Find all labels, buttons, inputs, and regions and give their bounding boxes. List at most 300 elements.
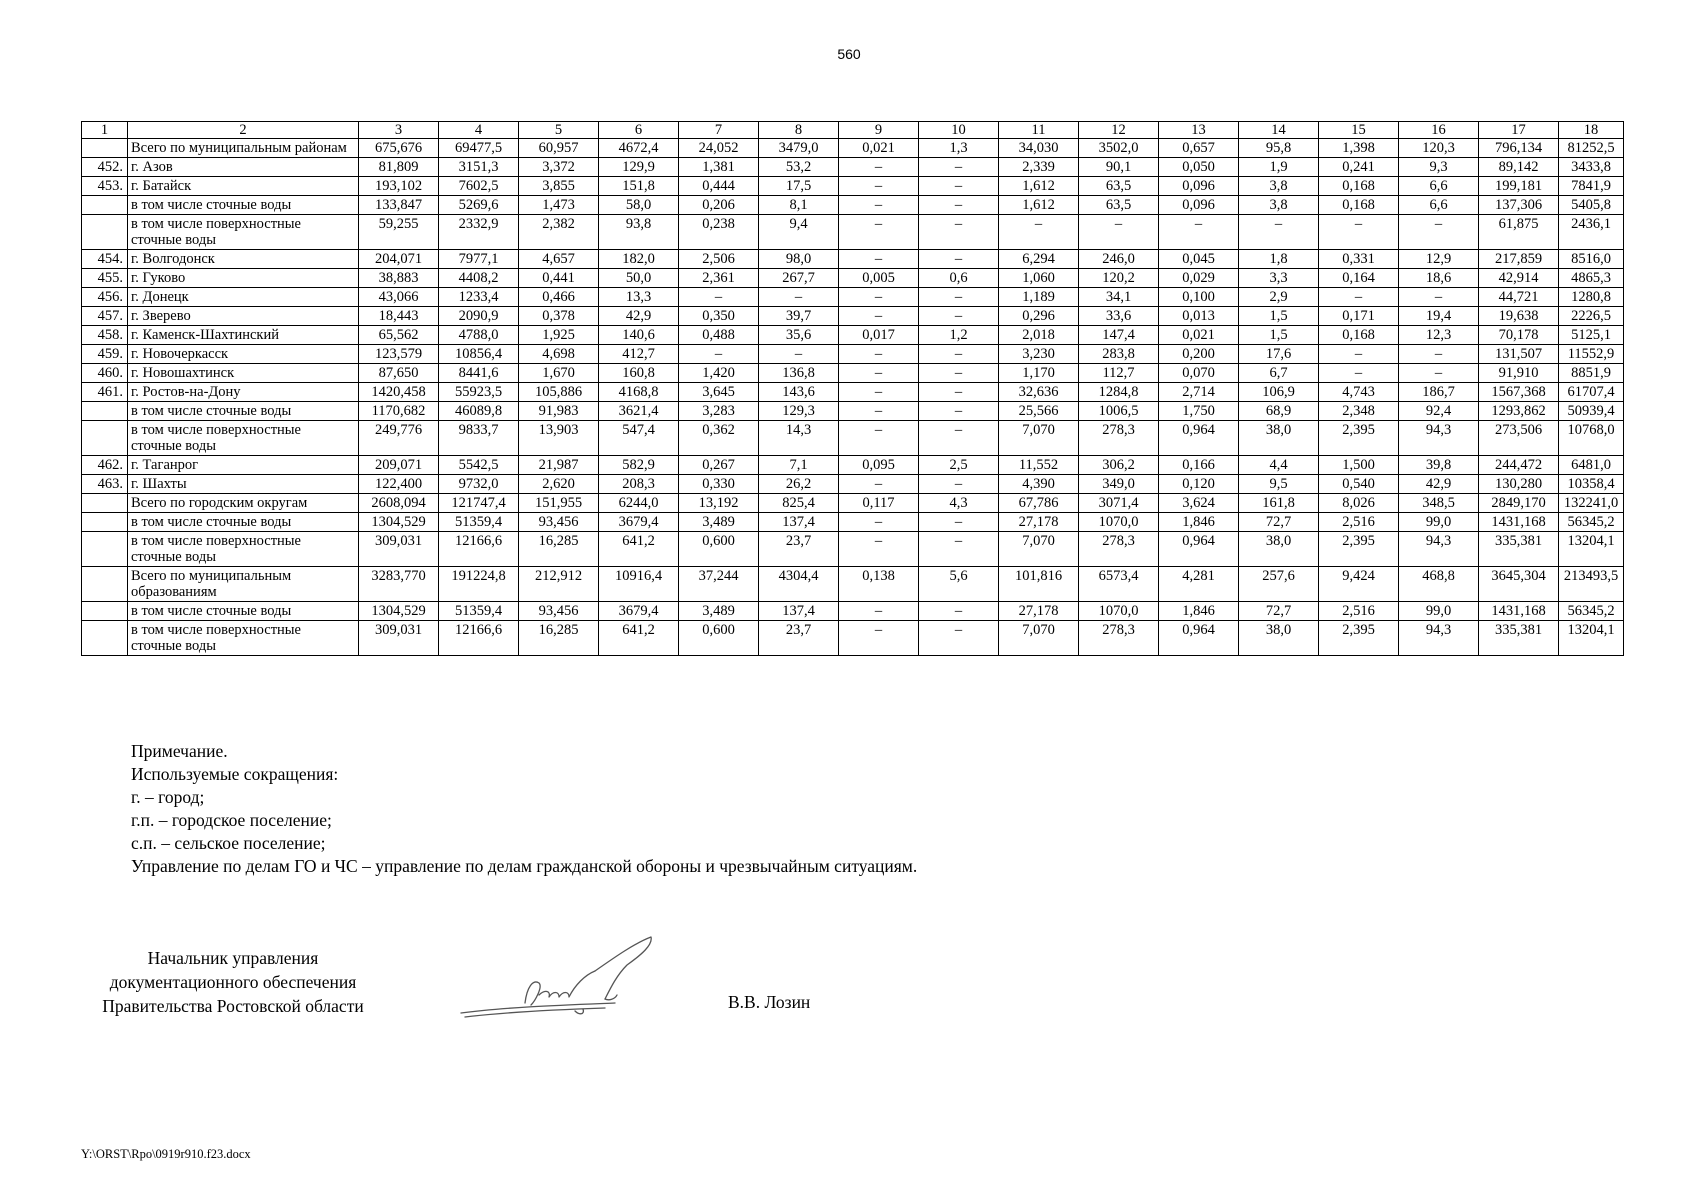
table-cell: 92,4 — [1399, 402, 1479, 421]
table-cell: 26,2 — [759, 475, 839, 494]
file-path: Y:\ORST\Rpo\0919r910.f23.docx — [81, 1147, 251, 1161]
table-cell: 0,005 — [839, 269, 919, 288]
signatory-name: В.В. Лозин — [728, 992, 811, 1012]
table-cell: 56345,2 — [1559, 513, 1624, 532]
note-line: Используемые сокращения: — [131, 764, 339, 784]
table-cell: 0,166 — [1159, 456, 1239, 475]
table-cell: 0,441 — [519, 269, 599, 288]
table-cell: – — [679, 288, 759, 307]
table-cell: 137,4 — [759, 602, 839, 621]
table-cell: 6,6 — [1399, 196, 1479, 215]
table-cell: 122,400 — [359, 475, 439, 494]
signatory-title-line: Правительства Ростовской области — [102, 996, 364, 1016]
table-cell: 101,816 — [999, 567, 1079, 602]
table-cell: 32,636 — [999, 383, 1079, 402]
table-cell: 143,6 — [759, 383, 839, 402]
row-number: 456. — [82, 288, 128, 307]
table-cell: 39,7 — [759, 307, 839, 326]
table-cell: 0,540 — [1319, 475, 1399, 494]
table-cell: 4304,4 — [759, 567, 839, 602]
table-cell: 283,8 — [1079, 345, 1159, 364]
table-cell: 161,8 — [1239, 494, 1319, 513]
table-cell: 14,3 — [759, 421, 839, 456]
row-number: 459. — [82, 345, 128, 364]
table-header-cell: 14 — [1239, 122, 1319, 139]
table-cell: 0,657 — [1159, 139, 1239, 158]
table-cell: 244,472 — [1479, 456, 1559, 475]
table-cell: 51359,4 — [439, 513, 519, 532]
table-cell: 39,8 — [1399, 456, 1479, 475]
table-cell: 0,096 — [1159, 177, 1239, 196]
table-cell: 87,650 — [359, 364, 439, 383]
table-cell: 0,362 — [679, 421, 759, 456]
table-cell: – — [679, 345, 759, 364]
table-row — [82, 345, 1624, 364]
row-number — [82, 532, 128, 567]
table-row — [82, 602, 1624, 621]
table-row — [82, 494, 1624, 513]
row-label: в том числе поверхностные сточные воды — [128, 532, 359, 567]
table-cell: 675,676 — [359, 139, 439, 158]
table-cell: 10916,4 — [599, 567, 679, 602]
table-cell: 0,164 — [1319, 269, 1399, 288]
row-number: 454. — [82, 250, 128, 269]
row-label: г. Зверево — [128, 307, 359, 326]
row-label: г. Таганрог — [128, 456, 359, 475]
table-cell: 0,600 — [679, 532, 759, 567]
table-cell: 89,142 — [1479, 158, 1559, 177]
table-cell: 0,330 — [679, 475, 759, 494]
table-cell: 38,0 — [1239, 532, 1319, 567]
row-label: Всего по муниципальным районам — [128, 139, 359, 158]
row-number — [82, 494, 128, 513]
table-cell: 0,045 — [1159, 250, 1239, 269]
table-cell: 0,296 — [999, 307, 1079, 326]
table-cell: 2,506 — [679, 250, 759, 269]
table-cell: 12166,6 — [439, 532, 519, 567]
table-cell: 4,743 — [1319, 383, 1399, 402]
table-cell: 641,2 — [599, 532, 679, 567]
table-cell: 3433,8 — [1559, 158, 1624, 177]
row-number: 457. — [82, 307, 128, 326]
table-header-cell: 13 — [1159, 122, 1239, 139]
table-cell: 9,4 — [759, 215, 839, 250]
table-header-cell: 18 — [1559, 122, 1624, 139]
table-header-cell: 17 — [1479, 122, 1559, 139]
table-cell: 5125,1 — [1559, 326, 1624, 345]
table-row — [82, 532, 1624, 567]
table-cell: 55923,5 — [439, 383, 519, 402]
table-cell: 35,6 — [759, 326, 839, 345]
table-cell: 267,7 — [759, 269, 839, 288]
table-cell: 1,846 — [1159, 513, 1239, 532]
table-header-cell: 10 — [919, 122, 999, 139]
table-cell: 53,2 — [759, 158, 839, 177]
table-row — [82, 383, 1624, 402]
table-row — [82, 196, 1624, 215]
table-cell: – — [919, 475, 999, 494]
table-cell: 17,6 — [1239, 345, 1319, 364]
table-cell: – — [919, 602, 999, 621]
table-cell: 2849,170 — [1479, 494, 1559, 513]
table-cell: 0,120 — [1159, 475, 1239, 494]
table-cell: 0,070 — [1159, 364, 1239, 383]
table-cell: 44,721 — [1479, 288, 1559, 307]
table-row — [82, 177, 1624, 196]
table-cell: 306,2 — [1079, 456, 1159, 475]
table-cell: 72,7 — [1239, 513, 1319, 532]
table-header-cell: 8 — [759, 122, 839, 139]
table-cell: 309,031 — [359, 621, 439, 656]
table-cell: 129,9 — [599, 158, 679, 177]
table-cell: 182,0 — [599, 250, 679, 269]
table-cell: 4408,2 — [439, 269, 519, 288]
table-cell: 8441,6 — [439, 364, 519, 383]
table-cell: 0,267 — [679, 456, 759, 475]
table-cell: 1,925 — [519, 326, 599, 345]
table-cell: 2,361 — [679, 269, 759, 288]
row-number: 462. — [82, 456, 128, 475]
table-row — [82, 158, 1624, 177]
table-cell: 1170,682 — [359, 402, 439, 421]
table-cell: 0,466 — [519, 288, 599, 307]
table-cell: 1,8 — [1239, 250, 1319, 269]
table-cell: 7,070 — [999, 421, 1079, 456]
table-header-cell: 4 — [439, 122, 519, 139]
note-line: г. – город; — [131, 787, 205, 807]
table-cell: – — [839, 602, 919, 621]
table-cell: 0,138 — [839, 567, 919, 602]
table-cell: 10856,4 — [439, 345, 519, 364]
table-cell: 27,178 — [999, 602, 1079, 621]
table-cell: 1,5 — [1239, 326, 1319, 345]
table-cell: 7,070 — [999, 532, 1079, 567]
table-cell: 93,456 — [519, 513, 599, 532]
table-cell: 13,3 — [599, 288, 679, 307]
table-cell: 2,9 — [1239, 288, 1319, 307]
table-cell: – — [1239, 215, 1319, 250]
table-cell: 1,189 — [999, 288, 1079, 307]
table-cell: 98,0 — [759, 250, 839, 269]
table-row — [82, 364, 1624, 383]
table-cell: 43,066 — [359, 288, 439, 307]
table-header-cell: 15 — [1319, 122, 1399, 139]
table-cell: 147,4 — [1079, 326, 1159, 345]
table-cell: – — [839, 196, 919, 215]
table-header-cell: 5 — [519, 122, 599, 139]
table-cell: 278,3 — [1079, 621, 1159, 656]
table-cell: 2226,5 — [1559, 307, 1624, 326]
table-cell: 0,241 — [1319, 158, 1399, 177]
table-cell: 94,3 — [1399, 421, 1479, 456]
row-label: в том числе сточные воды — [128, 513, 359, 532]
table-cell: 7,070 — [999, 621, 1079, 656]
table-cell: – — [759, 288, 839, 307]
table-cell: 1420,458 — [359, 383, 439, 402]
table-cell: 278,3 — [1079, 421, 1159, 456]
table-cell: 2,395 — [1319, 421, 1399, 456]
table-cell: 9,424 — [1319, 567, 1399, 602]
table-cell: 38,883 — [359, 269, 439, 288]
table-cell: 61707,4 — [1559, 383, 1624, 402]
table-cell: 38,0 — [1239, 421, 1319, 456]
table-cell: – — [1319, 345, 1399, 364]
table-cell: 137,4 — [759, 513, 839, 532]
table-cell: 2,395 — [1319, 621, 1399, 656]
table-cell: 16,285 — [519, 621, 599, 656]
table-cell: 641,2 — [599, 621, 679, 656]
table-cell: 3645,304 — [1479, 567, 1559, 602]
table-cell: – — [839, 307, 919, 326]
row-label: в том числе сточные воды — [128, 602, 359, 621]
table-row — [82, 402, 1624, 421]
table-cell: 7841,9 — [1559, 177, 1624, 196]
row-label: г. Азов — [128, 158, 359, 177]
table-cell: – — [839, 215, 919, 250]
table-cell: 0,600 — [679, 621, 759, 656]
table-cell: 123,579 — [359, 345, 439, 364]
table-cell: 18,6 — [1399, 269, 1479, 288]
table-cell: 120,3 — [1399, 139, 1479, 158]
table-cell: 2332,9 — [439, 215, 519, 250]
table-cell: 2,018 — [999, 326, 1079, 345]
table-cell: 42,9 — [599, 307, 679, 326]
table-cell: 2,714 — [1159, 383, 1239, 402]
table-cell: 1293,862 — [1479, 402, 1559, 421]
table-cell: 191224,8 — [439, 567, 519, 602]
table-cell: 3071,4 — [1079, 494, 1159, 513]
table-cell: 3679,4 — [599, 602, 679, 621]
table-cell: 10768,0 — [1559, 421, 1624, 456]
table-cell: 5542,5 — [439, 456, 519, 475]
table-cell: 0,029 — [1159, 269, 1239, 288]
table-cell: 246,0 — [1079, 250, 1159, 269]
table-cell: 8,1 — [759, 196, 839, 215]
table-cell: – — [1399, 364, 1479, 383]
table-cell: 65,562 — [359, 326, 439, 345]
row-label: г. Шахты — [128, 475, 359, 494]
table-cell: – — [1319, 288, 1399, 307]
table-row — [82, 307, 1624, 326]
row-number — [82, 621, 128, 656]
table-row — [82, 456, 1624, 475]
table-cell: 3,230 — [999, 345, 1079, 364]
table-cell: 5405,8 — [1559, 196, 1624, 215]
table-cell: 2,620 — [519, 475, 599, 494]
table-cell: 3679,4 — [599, 513, 679, 532]
signatory-title — [81, 946, 385, 1018]
table-cell: – — [919, 513, 999, 532]
table-row — [82, 421, 1624, 456]
table-header-cell: 9 — [839, 122, 919, 139]
row-label: в том числе сточные воды — [128, 196, 359, 215]
table-cell: 21,987 — [519, 456, 599, 475]
table-cell: 8851,9 — [1559, 364, 1624, 383]
table-cell: 3,855 — [519, 177, 599, 196]
table-header-cell: 3 — [359, 122, 439, 139]
table-row — [82, 621, 1624, 656]
row-label: в том числе поверхностные сточные воды — [128, 215, 359, 250]
table-body — [82, 122, 1624, 656]
table-cell: 37,244 — [679, 567, 759, 602]
table-cell: – — [759, 345, 839, 364]
table-cell: 121747,4 — [439, 494, 519, 513]
table-cell: 56345,2 — [1559, 602, 1624, 621]
table-cell: – — [839, 250, 919, 269]
table-row — [82, 475, 1624, 494]
table-row — [82, 288, 1624, 307]
table-cell: – — [919, 307, 999, 326]
table-cell: – — [919, 621, 999, 656]
table-header-cell: 1 — [82, 122, 128, 139]
table-cell: 0,021 — [839, 139, 919, 158]
note-line: Управление по делам ГО и ЧС – управление по делам гражданской обороны и чрезвычайным ситуациям. — [131, 856, 918, 876]
table-cell: 1431,168 — [1479, 602, 1559, 621]
row-number: 460. — [82, 364, 128, 383]
table-cell: 0,021 — [1159, 326, 1239, 345]
table-cell: – — [919, 383, 999, 402]
table-cell: 0,964 — [1159, 532, 1239, 567]
table-cell: 0,117 — [839, 494, 919, 513]
table-cell: 1431,168 — [1479, 513, 1559, 532]
table-cell: 34,030 — [999, 139, 1079, 158]
table-cell: 99,0 — [1399, 602, 1479, 621]
row-label: г. Батайск — [128, 177, 359, 196]
table-cell: 1,420 — [679, 364, 759, 383]
table-cell: 0,168 — [1319, 177, 1399, 196]
table-header-cell: 11 — [999, 122, 1079, 139]
table-row — [82, 250, 1624, 269]
handwritten-signature — [455, 935, 665, 1025]
table-cell: 0,238 — [679, 215, 759, 250]
table-cell: – — [919, 177, 999, 196]
row-number: 453. — [82, 177, 128, 196]
table-cell: 0,6 — [919, 269, 999, 288]
table-cell: 796,134 — [1479, 139, 1559, 158]
table-cell: – — [1079, 215, 1159, 250]
table-cell: 46089,8 — [439, 402, 519, 421]
table-cell: 91,910 — [1479, 364, 1559, 383]
table-cell: 2,395 — [1319, 532, 1399, 567]
row-number: 463. — [82, 475, 128, 494]
table-cell: 94,3 — [1399, 532, 1479, 567]
table-cell: 5269,6 — [439, 196, 519, 215]
table-cell: 0,095 — [839, 456, 919, 475]
table-cell: – — [839, 402, 919, 421]
table-cell: 4672,4 — [599, 139, 679, 158]
table-cell: 13204,1 — [1559, 621, 1624, 656]
note-line: с.п. – сельское поселение; — [131, 833, 326, 853]
table-cell: 99,0 — [1399, 513, 1479, 532]
table-cell: 7977,1 — [439, 250, 519, 269]
table-row — [82, 215, 1624, 250]
table-cell: 1,398 — [1319, 139, 1399, 158]
table-row — [82, 326, 1624, 345]
table-cell: 0,168 — [1319, 196, 1399, 215]
table-cell: 6481,0 — [1559, 456, 1624, 475]
table-cell: 2090,9 — [439, 307, 519, 326]
table-cell: 19,638 — [1479, 307, 1559, 326]
table-cell: 106,9 — [1239, 383, 1319, 402]
table-cell: 0,017 — [839, 326, 919, 345]
table-cell: – — [919, 532, 999, 567]
table-cell: 0,444 — [679, 177, 759, 196]
table-cell: 12,9 — [1399, 250, 1479, 269]
table-cell: 3,8 — [1239, 196, 1319, 215]
row-number: 461. — [82, 383, 128, 402]
table-cell: 217,859 — [1479, 250, 1559, 269]
table-cell: 81,809 — [359, 158, 439, 177]
row-number — [82, 402, 128, 421]
table-cell: 0,964 — [1159, 621, 1239, 656]
table-cell: 2,5 — [919, 456, 999, 475]
table-header-cell: 7 — [679, 122, 759, 139]
table-cell: 42,914 — [1479, 269, 1559, 288]
table-cell: 59,255 — [359, 215, 439, 250]
table-cell: 2436,1 — [1559, 215, 1624, 250]
table-cell: 3,489 — [679, 513, 759, 532]
table-cell: 1304,529 — [359, 513, 439, 532]
signatory-title-line: документационного обеспечения — [109, 972, 357, 992]
table-cell: 1,3 — [919, 139, 999, 158]
table-cell: 1,846 — [1159, 602, 1239, 621]
table-cell: 3479,0 — [759, 139, 839, 158]
table-cell: 193,102 — [359, 177, 439, 196]
table-cell: 0,378 — [519, 307, 599, 326]
row-label: г. Новошахтинск — [128, 364, 359, 383]
table-cell: – — [1399, 345, 1479, 364]
table-cell: 12166,6 — [439, 621, 519, 656]
row-label: Всего по муниципальным образованиям — [128, 567, 359, 602]
table-cell: 18,443 — [359, 307, 439, 326]
table-cell: 209,071 — [359, 456, 439, 475]
table-cell: 17,5 — [759, 177, 839, 196]
table-cell: 120,2 — [1079, 269, 1159, 288]
table-cell: 335,381 — [1479, 532, 1559, 567]
row-number — [82, 421, 128, 456]
note-line: г.п. – городское поселение; — [131, 810, 332, 830]
table-cell: 151,955 — [519, 494, 599, 513]
table-header-cell: 2 — [128, 122, 359, 139]
row-number — [82, 513, 128, 532]
table-cell: 3,372 — [519, 158, 599, 177]
table-cell: 34,1 — [1079, 288, 1159, 307]
table-cell: 3,645 — [679, 383, 759, 402]
table-cell: 60,957 — [519, 139, 599, 158]
table-cell: 136,8 — [759, 364, 839, 383]
table-cell: – — [919, 196, 999, 215]
row-label: г. Новочеркасск — [128, 345, 359, 364]
table-cell: 131,507 — [1479, 345, 1559, 364]
table-cell: 2,348 — [1319, 402, 1399, 421]
table-cell: 6573,4 — [1079, 567, 1159, 602]
table-cell: – — [1319, 364, 1399, 383]
table-cell: 0,331 — [1319, 250, 1399, 269]
table-cell: 4788,0 — [439, 326, 519, 345]
table-cell: 72,7 — [1239, 602, 1319, 621]
table-row — [82, 567, 1624, 602]
signatory-title-line: Начальник управления — [147, 948, 319, 968]
table-cell: 130,280 — [1479, 475, 1559, 494]
table-cell: 1,612 — [999, 196, 1079, 215]
table-cell: 1,612 — [999, 177, 1079, 196]
table-cell: 1,750 — [1159, 402, 1239, 421]
table-cell: 69477,5 — [439, 139, 519, 158]
table-cell: 4,657 — [519, 250, 599, 269]
table-cell: 94,3 — [1399, 621, 1479, 656]
table-cell: 349,0 — [1079, 475, 1159, 494]
row-number: 458. — [82, 326, 128, 345]
